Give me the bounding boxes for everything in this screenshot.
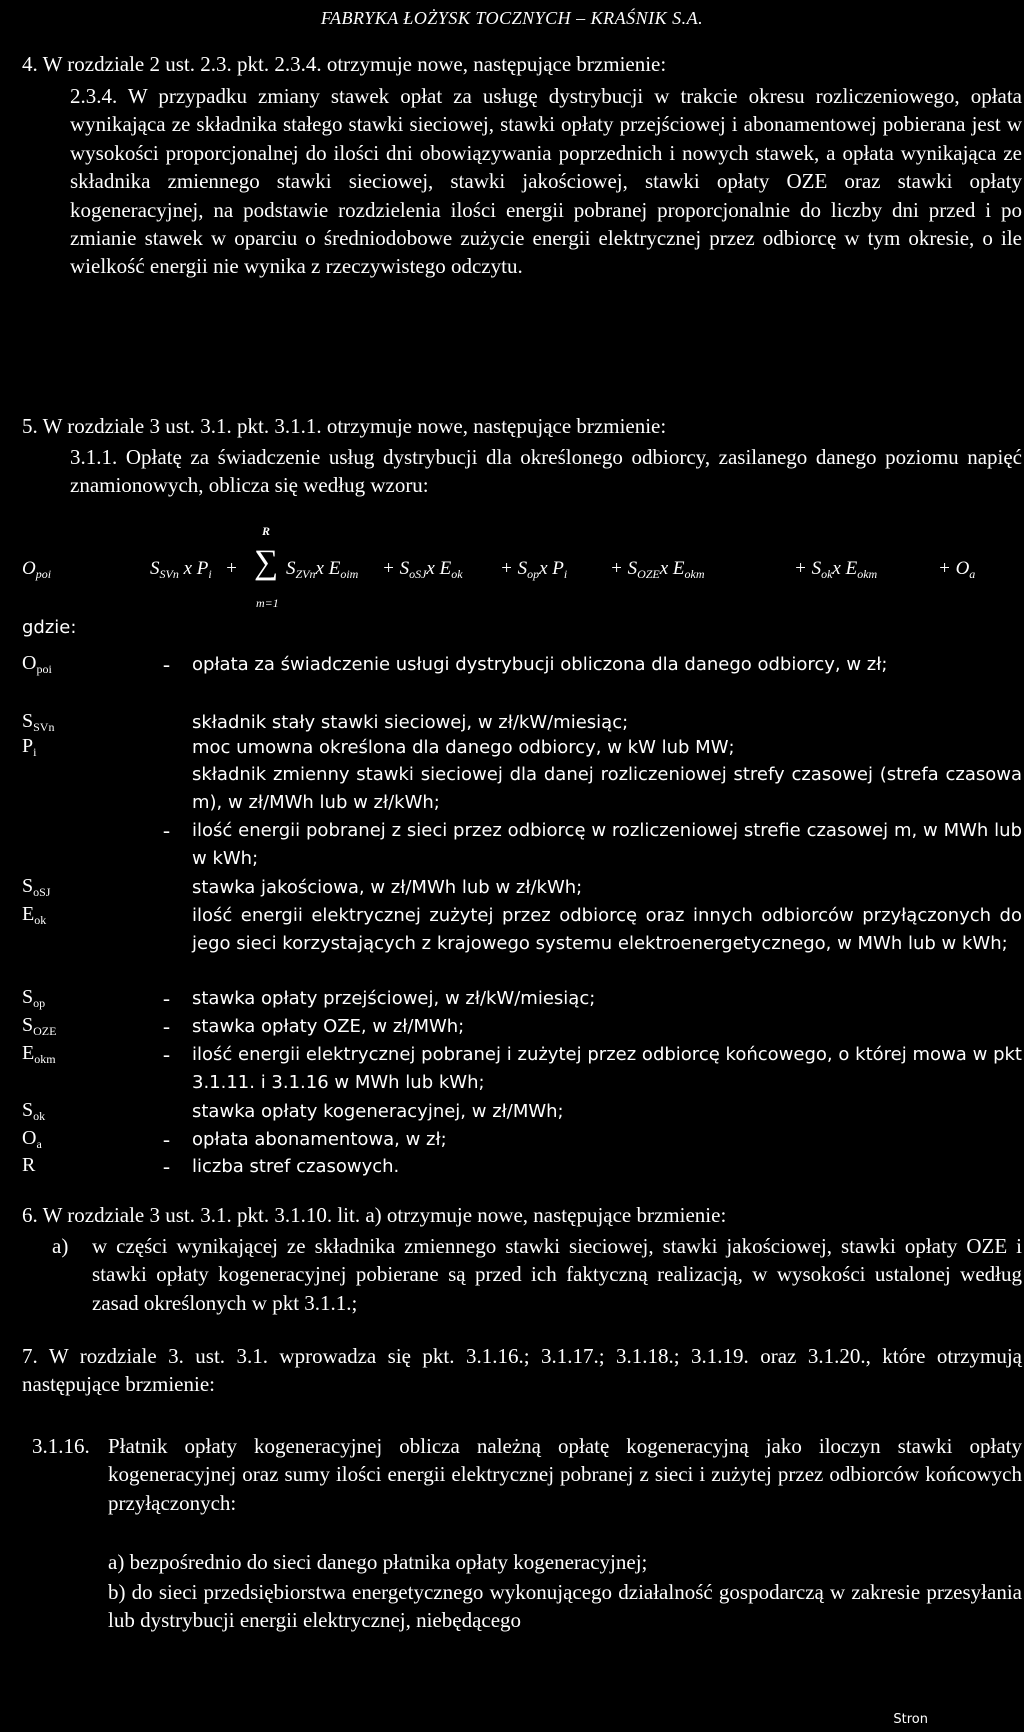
item-6-intro: 6. W rozdziale 3 ust. 3.1. pkt. 3.1.10. lit. a) otrzymuje nowe, następujące brzmienie: [22,1203,727,1227]
definition-text: stawka opłaty przejściowej, w zł/kW/miesiąc; [192,988,596,1009]
point-3-1-16-sub-b: b) do sieci przedsiębiorstwa energetycznego wykonującego działalność gospodarczą w zakresie przesyłania lub dystrybucji energii elektrycznej, niebędącego [108,1580,1022,1633]
definition-text: liczba stref czasowych. [192,1156,400,1177]
definition-dash: - [163,1127,170,1151]
definition-symbol: $O_{poi}$ [22,652,52,676]
definition-symbol: $P_i$ [22,735,37,759]
definition-text: opłata za świadczenie usługi dystrybucji obliczona dla danego odbiorcy, w zł; [192,654,888,675]
definition-text: moc umowna określona dla danego odbiorcy, w kW lub MW; [192,737,735,758]
item-6-text: w części wynikającej ze składnika zmiennego stawki sieciowej, stawki jakościowej, stawki opłaty OZE i stawki opłaty kogeneracyjnej pobierane są przed ich faktyczną realizacją, w wysokości ustalonej według zasad określonych w pkt 3.1.1.; [92,1234,1022,1315]
point-3-1-16-sub-a: a) bezpośrednio do sieci danego płatnika opłaty kogeneracyjnej; [108,1550,648,1574]
definition-dash: - [163,986,170,1010]
definition-dash: - [163,1042,170,1066]
point-3-1-16-label: 3.1.16. [32,1434,90,1458]
item-6-label: a) [52,1234,69,1258]
page-footer: Stron [893,1712,928,1727]
definition-text: składnik zmienny stawki sieciowej dla danej rozliczeniowej strefy czasowej (strefa czasowa m), w zł/MWh lub w zł/kWh; [192,764,1022,813]
definition-symbol: $S_{OZE}$ [22,1014,57,1038]
definition-symbol: $E_{ok}$ [22,903,47,927]
definition-text: składnik stały stawki sieciowej, w zł/kW/miesiąc; [192,712,629,733]
page-header: FABRYKA ŁOŻYSK TOCZNYCH – KRAŚNIK S.A. [320,8,704,28]
definition-symbol: $O_a$ [22,1127,42,1151]
formula-sum-symbol: ∑ [254,544,279,581]
item-4-intro: 4. W rozdziale 2 ust. 2.3. pkt. 2.3.4. otrzymuje nowe, następujące brzmienie: [22,52,667,76]
item-7-intro: 7. W rozdziale 3. ust. 3.1. wprowadza się pkt. 3.1.16.; 3.1.17.; 3.1.18.; 3.1.19. oraz 3.1.20., które otrzymują następujące brzmienie: [22,1344,1022,1397]
definition-symbol: R [22,1154,36,1176]
item-5-intro: 5. W rozdziale 3 ust. 3.1. pkt. 3.1.1. otrzymuje nowe, następujące brzmienie: [22,414,667,438]
definition-dash: - [163,652,170,676]
definition-symbol: $S_{oSJ}$ [22,875,51,899]
item-4-text: 2.3.4. W przypadku zmiany stawek opłat za usługę dystrybucji w trakcie okresu rozliczeniowego, opłata wynikająca ze składnika stałego stawki sieciowej, stawki opłaty przejściowej i abonamentowej pobierana jest w wysokości proporcjonalnej do ilości dni obowiązywania poprzednich i nowych stawek, a opłata wynikająca ze składnika zmiennego stawki sieciowej, stawki jakościowej, stawki opłaty OZE oraz stawki opłaty kogeneracyjnej, na podstawie rozdzielenia ilości energii pobranej proporcjonalnie do liczby dni przed i po zmianie stawek w oparciu o średniodobowe zużycie energii elektrycznej przez odbiorcę w tym okresie, o ile wielkość energii nie wynika z rzeczywistego odczytu. [70,84,1022,279]
definition-text: stawka jakościowa, w zł/MWh lub w zł/kWh; [192,877,583,898]
definition-dash: - [163,1014,170,1038]
formula-term-ssvn: $S_{SVn}$ x $P_i$ [150,558,212,581]
where-label: gdzie: [22,617,77,638]
formula-term-soze: + $S_{OZE}x$ $E_{okm}$ [610,558,705,581]
formula-lhs: $O_{poi}$ [22,558,52,581]
definition-text: ilość energii elektrycznej zużytej przez odbiorcę oraz innych odbiorców przyłączonych do jego sieci korzystających z krajowego systemu elektroenergetycznego, w MWh lub w kWh; [192,905,1022,954]
definition-text: opłata abonamentowa, w zł; [192,1129,447,1150]
fee-formula [22,524,1022,624]
formula-sum-top: R [262,524,271,538]
definition-text: stawka opłaty kogeneracyjnej, w zł/MWh; [192,1101,564,1122]
formula-term-sok: + $S_{ok}x$ $E_{okm}$ [794,558,878,581]
definition-text: ilość energii elektrycznej pobranej i zużytej przez odbiorcę końcowego, o której mowa w pkt 3.1.11. i 3.1.16 w MWh lub kWh; [192,1044,1022,1093]
formula-term-szvn: $S_{ZVn}x$ $E_{oim}$ [286,558,359,581]
formula-plus: + [225,558,238,579]
definition-dash: - [163,1154,170,1178]
definition-symbol: $S_{SVn}$ [22,710,55,734]
definition-text: stawka opłaty OZE, w zł/MWh; [192,1016,465,1037]
formula-term-oa: + $O_a$ [938,558,976,581]
definition-symbol: $S_{ok}$ [22,1099,46,1123]
definition-symbol: $S_{op}$ [22,986,46,1010]
formula-sum-bottom: m=1 [256,596,279,610]
definition-symbol: $E_{okm}$ [22,1042,56,1066]
definition-text: ilość energii pobranej z sieci przez odbiorcę w rozliczeniowej strefie czasowej m, w MWh lub w kWh; [192,820,1022,869]
item-5-text: 3.1.1. Opłatę za świadczenie usług dystrybucji dla określonego odbiorcy, zasilanego danego poziomu napięć znamionowych, oblicza się według wzoru: [70,445,1022,498]
definition-dash: - [163,818,170,842]
point-3-1-16-text: Płatnik opłaty kogeneracyjnej oblicza należną opłatę kogeneracyjną jako iloczyn stawki opłaty kogeneracyjnej oraz sumy ilości energii elektrycznej pobranej z sieci i zużytej przez odbiorców końcowych przyłączonych: [108,1434,1022,1515]
formula-term-sosj: + $S_{oSJ}x$ $E_{ok}$ [382,558,463,581]
formula-term-sop: + $S_{op}x$ $P_i$ [500,558,568,581]
